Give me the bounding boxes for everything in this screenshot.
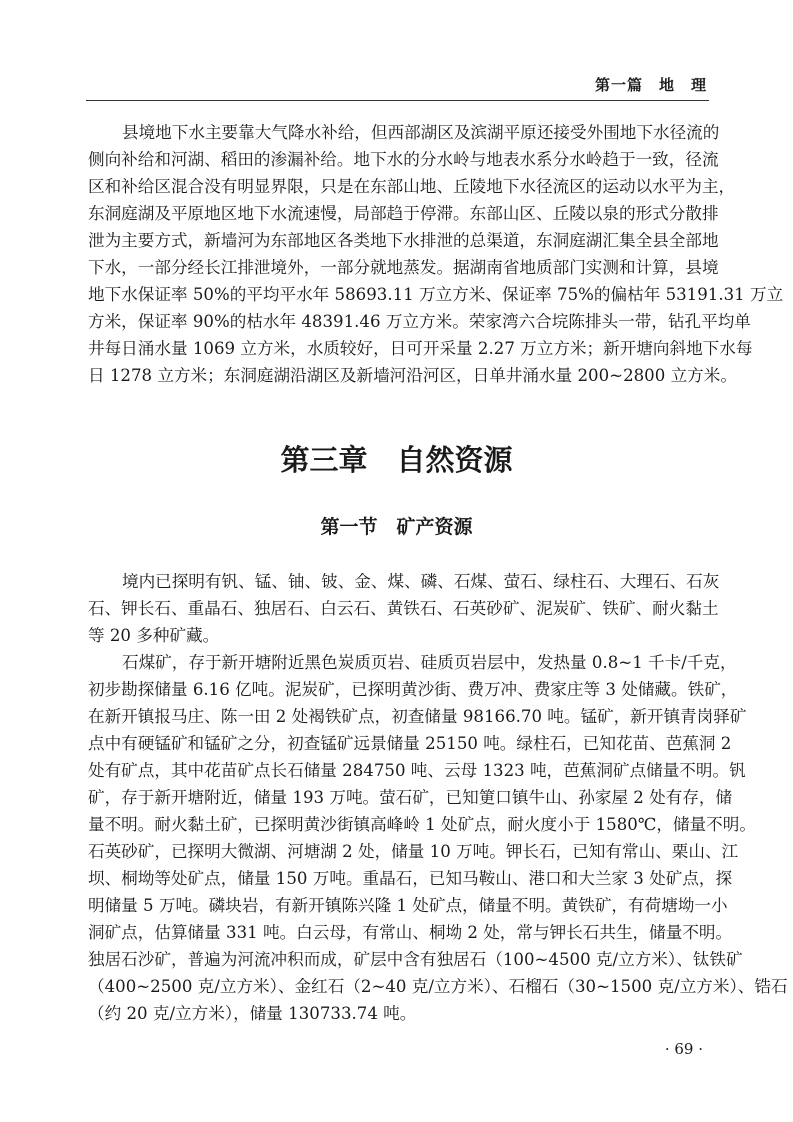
text-line: （400~2500 克/立方米）、金红石（2~40 克/立方米）、石榴石（30~1500 克/立方米）、锆石 [88,977,788,996]
text-line: 坝、桐坳等处矿点，储量 150 万吨。重晶石，已知马鞍山、港口和大兰家 3 处矿点，探 [88,869,733,888]
text-line: 方米，保证率 90%的枯水年 48391.46 万立方米。荣家湾六合垸陈排头一带，钻孔平均单 [88,312,751,331]
text-line: 区和补给区混合没有明显界限，只是在东部山地、丘陵地下水径流区的运动以水平为主， [88,177,736,196]
text-line: 在新开镇报马庄、陈一田 2 处褐铁矿点，初查储量 98166.70 吨。锰矿，新开镇青岗驿矿 [88,707,747,726]
mineral-resources-text [88,568,788,1027]
text-line: 初步勘探储量 6.16 亿吨。泥炭矿，已探明黄沙街、费万冲、费家庄等 3 处储藏。铁矿， [88,680,738,699]
text-line: 石煤矿，存于新开塘附近黑色炭质页岩、硅质页岩层中，发热量 0.8~1 千卡/千克， [122,653,737,672]
text-line: 县境地下水主要靠大气降水补给，但西部湖区及滨湖平原还接受外围地下水径流的 [122,123,720,142]
header-rule [86,100,709,101]
text-line: 量不明。耐火黏土矿，已探明黄沙街镇高峰岭 1 处矿点，耐火度小于 1580℃，储量不明。 [88,815,756,834]
page-number: · 69 · [664,1040,703,1058]
running-header: 第一篇 地 理 [594,76,707,94]
groundwater-text [88,119,784,389]
text-line: 东洞庭湖及平原地区地下水流速慢，局部趋于停滞。东部山区、丘陵以泉的形式分散排 [88,204,719,223]
text-line: （约 20 克/立方米），储量 130733.74 吨。 [88,1004,417,1023]
text-line: 下水，一部分经长江排泄境外，一部分就地蒸发。据湖南省地质部门实测和计算，县境 [88,258,719,277]
text-line: 日 1278 立方米；东洞庭湖沿湖区及新墙河沿河区，日单井涌水量 200~2800 立方米。 [88,366,737,385]
text-line: 地下水保证率 50%的平均平水年 58693.11 万立方米、保证率 75%的偏枯年 53191.31 万立 [88,285,784,304]
text-line: 点中有硬锰矿和锰矿之分，初查锰矿远景储量 25150 吨。绿柱石，已知花苗、芭蕉洞 2 [88,734,732,753]
text-line: 境内已探明有钒、锰、铀、铍、金、煤、磷、石煤、萤石、绿柱石、大理石、石灰 [122,572,720,591]
text-line: 井每日涌水量 1069 立方米，水质较好，日可开采量 2.27 万立方米；新开塘向斜地下水每 [88,339,753,358]
text-line: 石、钾长石、重晶石、独居石、白云石、黄铁石、石英砂矿、泥炭矿、铁矿、耐火黏土 [88,599,719,618]
text-line: 洞矿点，估算储量 331 吨。白云母，有常山、桐坳 2 处，常与钾长石共生，储量不明。 [88,923,733,942]
text-line: 侧向补给和河湖、稻田的渗漏补给。地下水的分水岭与地表水系分水岭趋于一致，径流 [88,150,719,169]
text-line: 泄为主要方式，新墙河为东部地区各类地下水排泄的总渠道，东洞庭湖汇集全县全部地 [88,231,719,250]
text-line: 独居石沙矿，普遍为河流冲积而成，矿层中含有独居石（100~4500 克/立方米）、钛铁矿 [88,950,743,969]
text-line: 明储量 5 万吨。磷块岩，有新开镇陈兴隆 1 处矿点，储量不明。黄铁矿，有荷塘坳一小 [88,896,728,915]
text-line: 处有矿点，其中花苗矿点长石储量 284750 吨、云母 1323 吨，芭蕉洞矿点储量不明。钒 [88,761,746,780]
text-line: 石英砂矿，已探明大微湖、河塘湖 2 处，储量 10 万吨。钾长石，已知有常山、栗山、江 [88,842,739,861]
section-title: 第一节 矿产资源 [320,516,473,538]
text-line: 等 20 多种矿藏。 [88,626,220,645]
chapter-title: 第三章 自然资源 [280,443,513,477]
text-line: 矿，存于新开塘附近，储量 193 万吨。萤石矿，已知筻口镇牛山、孙家屋 2 处有存，储 [88,788,733,807]
